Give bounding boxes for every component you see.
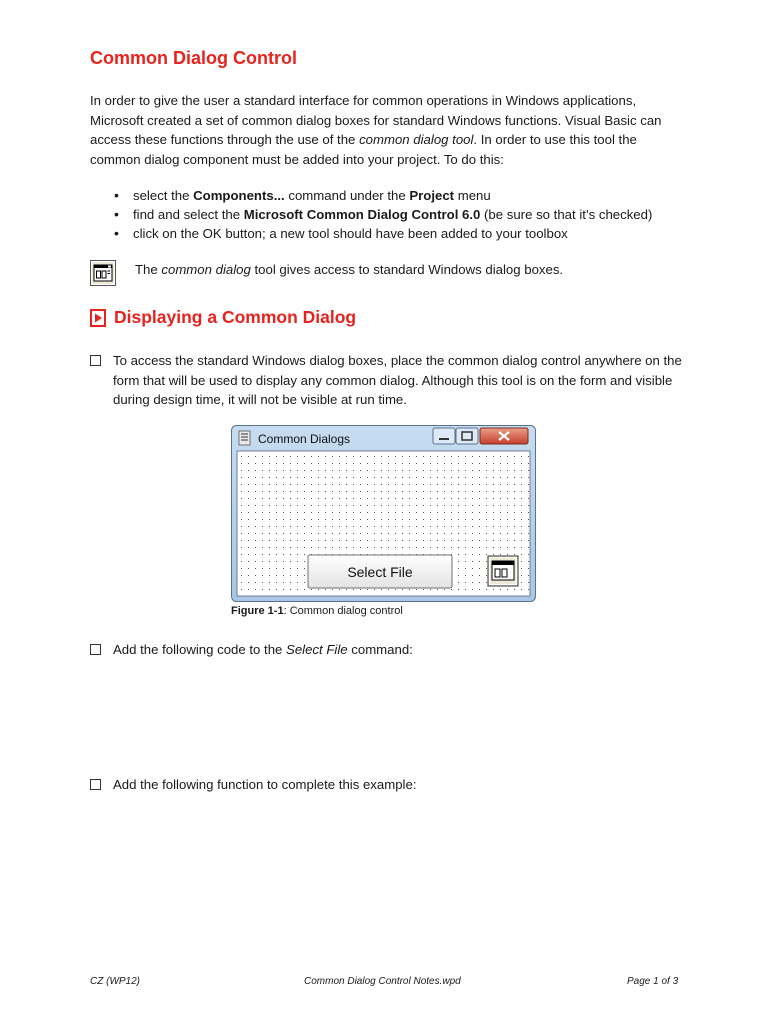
window-title: Common Dialogs (258, 432, 351, 446)
list-item (110, 224, 652, 243)
play-arrow-icon (90, 309, 106, 327)
intro-text-1: In order to give the user a standard interface for common operations in Windows applications, Microsoft created a set of common dialog boxes for standard Windows functions. Visual Basic can access these functions through the use of the (90, 93, 662, 147)
intro-paragraph (90, 91, 690, 169)
step-text: To access the standard Windows dialog boxes, place the common dialog control anywhere on the form that will be used to display any common dialog. Although this tool is on the form and visible during design time, it will not be visible at run time. (113, 353, 682, 407)
footer-center: Common Dialog Control Notes.wpd (304, 976, 461, 987)
step-item (90, 775, 690, 795)
tool-note-text (135, 262, 563, 277)
intro-text-2: . In order to use this tool the common dialog component must be added into your project. To do this: (90, 132, 637, 167)
bullet-text: select the (133, 188, 194, 203)
common-dialog-icon (90, 260, 116, 286)
step-text-pre: Add the following code to the (113, 642, 287, 657)
tool-note-post: tool gives access to standard Windows dialog boxes. (250, 262, 564, 277)
footer-left: CZ (WP12) (90, 976, 140, 987)
tool-note (90, 260, 710, 290)
step-text-italic: Select File (286, 642, 348, 657)
maximize-icon (456, 428, 478, 444)
checkbox-icon (90, 779, 101, 790)
page-title: Common Dialog Control (90, 48, 297, 68)
bullet-text: command under the (284, 188, 410, 203)
caption-label: Figure 1-1 (231, 605, 284, 617)
bullet-text: find and select the (133, 207, 244, 222)
step-text (113, 640, 690, 660)
bullet-text: (be sure so that it’s checked) (480, 207, 653, 222)
bullet-text: menu (454, 188, 491, 203)
intro-italic: common dialog tool (359, 132, 474, 147)
step-item (90, 351, 690, 410)
tool-note-italic: common dialog (161, 262, 251, 277)
checkbox-icon (90, 355, 101, 366)
list-item (110, 205, 652, 224)
minimize-icon (433, 428, 455, 444)
select-file-button-label: Select File (347, 564, 413, 580)
section-heading: Displaying a Common Dialog (114, 307, 357, 327)
bullet-bold: Project (409, 188, 455, 203)
step-text-post: command: (347, 642, 413, 657)
instruction-list (110, 186, 652, 243)
step-text: Add the following function to complete this example: (113, 777, 417, 792)
list-item (110, 186, 652, 205)
figure-caption (231, 605, 403, 617)
caption-text: : Common dialog control (283, 605, 403, 617)
footer-right: Page 1 of 3 (627, 976, 679, 987)
bullet-bold: Components... (193, 188, 285, 203)
figure-window-screenshot (231, 425, 536, 602)
step-item (90, 640, 690, 660)
bullet-bold: Microsoft Common Dialog Control 6.0 (243, 207, 481, 222)
checkbox-icon (90, 644, 101, 655)
tool-note-pre: The (135, 262, 162, 277)
bullet-text: click on the OK button; a new tool should have been added to your toolbox (133, 226, 568, 241)
